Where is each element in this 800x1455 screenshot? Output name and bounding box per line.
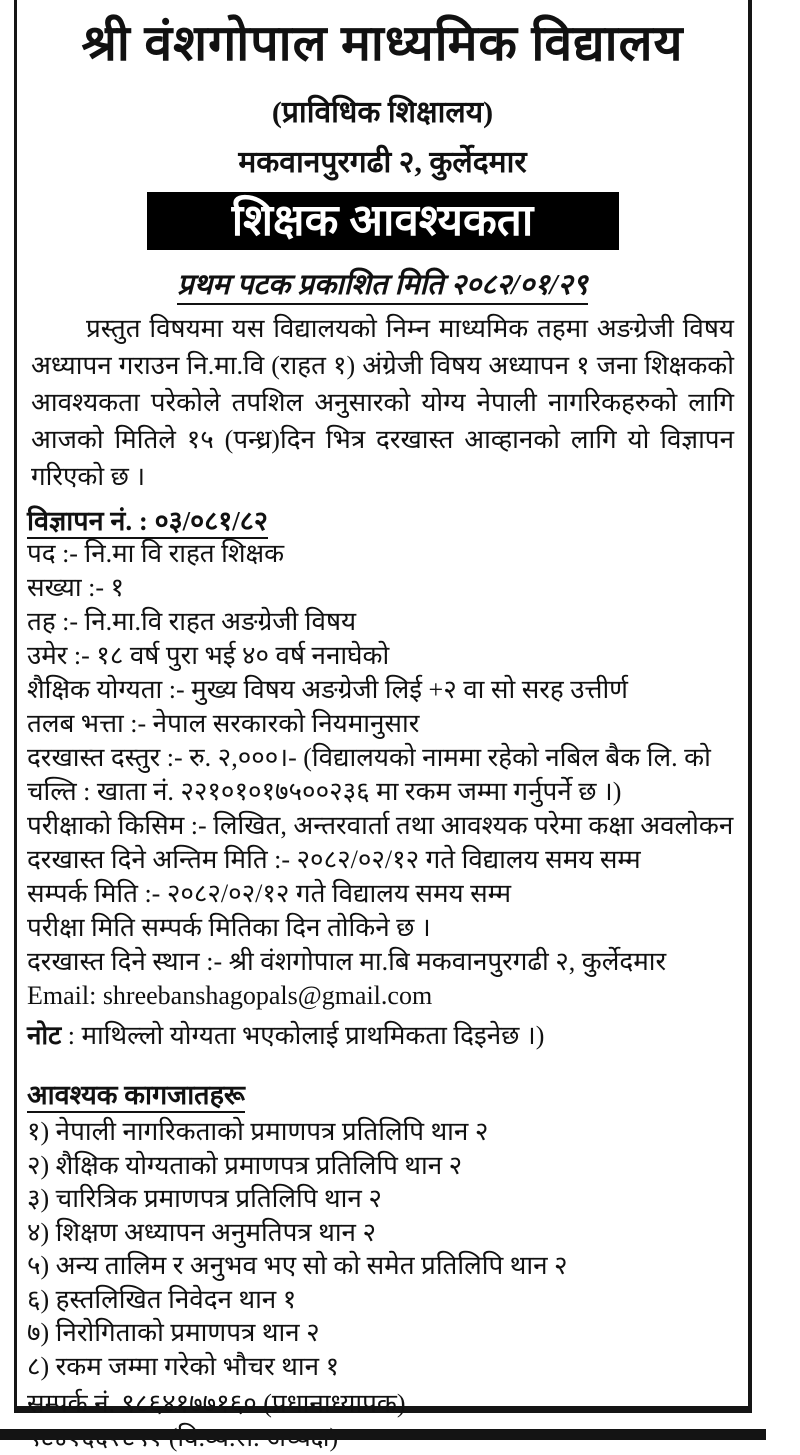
- required-document-item: ४) शिक्षण अध्यापन अनुमतिपत्र थान २: [27, 1217, 376, 1247]
- advertisement-number-heading: [27, 505, 738, 537]
- vacancy-banner: शिक्षक आवश्यकता: [147, 192, 619, 250]
- advertisement-detail-line: पद :- नि.मा वि राहत शिक्षक: [27, 539, 285, 568]
- advertisement-detail-line: परीक्षाको किसिम :- लिखित, अन्तरवार्ता तथा आवश्यक परेमा कक्षा अवलोकन: [27, 811, 734, 840]
- note-label: नोट: [27, 1021, 62, 1050]
- advertisement-detail-line: दरखास्त दिने स्थान :- श्री वंशगोपाल मा.बि मकवानपुरगढी २, कुर्लेदमार: [27, 947, 667, 976]
- contact-line: सम्पर्क नं. ९८६४१७७१६० (प्रधानाध्यापक): [27, 1389, 406, 1418]
- documents-heading: [27, 1079, 738, 1111]
- advertisement-details-list: [27, 537, 738, 1013]
- required-document-item: ८) रकम जम्मा गरेको भौचर थान १: [27, 1351, 340, 1381]
- advertisement-detail-line: चल्ति : खाता नं. २२१०१०१७५००२३६ मा रकम जम्मा गर्नुपर्ने छ ।): [27, 777, 622, 806]
- required-document-item: ७) निरोगिताको प्रमाणपत्र थान २: [27, 1318, 320, 1347]
- required-document-item: ५) अन्य तालिम र अनुभव भए सो को समेत प्रतिलिपि थान २: [27, 1251, 568, 1280]
- advertisement-detail-line: तलब भत्ता :- नेपाल सरकारको नियमानुसार: [27, 709, 420, 738]
- vacancy-banner-row: [27, 192, 738, 250]
- required-document-item: १) नेपाली नागरिकताको प्रमाणपत्र प्रतिलिपि थान २: [27, 1117, 489, 1146]
- documents-heading-text: आवश्यक कागजातहरू: [27, 1080, 245, 1113]
- advertisement-detail-line: शैक्षिक योग्यता :- मुख्य विषय अङग्रेजी लिई +२ वा सो सरह उत्तीर्ण: [27, 675, 628, 704]
- required-document-item: २) शैक्षिक योग्यताको प्रमाणपत्र प्रतिलिपि थान २: [27, 1150, 463, 1180]
- advertisement-detail-line: दरखास्त दस्तुर :- रु. २,०००।- (विद्यालयको नाममा रहेको नबिल बैक लि. को: [27, 743, 711, 772]
- advertisement-detail-line: तह :- नि.मा.वि राहत अङग्रेजी विषय: [27, 607, 357, 636]
- bottom-divider-bar: [0, 1429, 766, 1440]
- advertisement-detail-line: Email: shreebanshagopals@gmail.com: [27, 981, 433, 1010]
- published-date-line: [27, 268, 738, 302]
- published-date-text: प्रथम पटक प्रकाशित मिति २०८२/०१/२९: [177, 269, 587, 305]
- note-text: : माथिल्लो योग्यता भएकोलाई प्राथमिकता दिइनेछ ।): [61, 1021, 545, 1050]
- required-document-item: ६) हस्तलिखित निवेदन थान १: [27, 1284, 297, 1314]
- advertisement-detail-line: उमेर :- १८ वर्ष पुरा भई ४० वर्ष ननाघेको: [27, 641, 390, 670]
- advertisement-detail-line: दरखास्त दिने अन्तिम मिति :- २०८२/०२/१२ गते विद्यालय समय सम्म: [27, 845, 641, 874]
- required-document-item: ३) चारित्रिक प्रमाणपत्र प्रतिलिपि थान २: [27, 1184, 382, 1213]
- note-line: [27, 1019, 738, 1053]
- notice-document-frame: [14, 0, 752, 1418]
- advertisement-number-text: विज्ञापन नं. : ०३/०८१/८२: [27, 506, 268, 539]
- advertisement-detail-line: परीक्षा मिति सम्पर्क मितिका दिन तोकिने छ ।: [27, 913, 431, 942]
- school-subtitle: (प्राविधिक शिक्षालय): [271, 96, 494, 129]
- school-name-title: श्री वंशगोपाल माध्यमिक विद्यालय: [81, 15, 684, 71]
- contact-numbers: [27, 1387, 738, 1455]
- advertisement-detail-line: सख्या :- १: [27, 573, 125, 602]
- intro-paragraph: प्रस्तुत विषयमा यस विद्यालयको निम्न माध्यमिक तहमा अङग्रेजी विषय अध्यापन गराउन नि.मा.वि (राहत १) अंग्रेजी विषय अध्यापन १ जना शिक्षकको आवश्यकता परेकोले तपशिल अनुसारको योग्य नेपाली नागरिकहरुको लागि आजको मितिले १५ (पन्ध्र)दिन भित्र दरखास्त आव्हानको लागि यो विज्ञापन गरिएको छ ।: [31, 314, 734, 491]
- advertisement-detail-line: सम्पर्क मिति :- २०८२/०२/१२ गते विद्यालय समय सम्म: [27, 879, 512, 908]
- required-documents-list: [27, 1115, 738, 1383]
- school-address: मकवानपुरगढी २, कुर्लेदमार: [238, 146, 527, 179]
